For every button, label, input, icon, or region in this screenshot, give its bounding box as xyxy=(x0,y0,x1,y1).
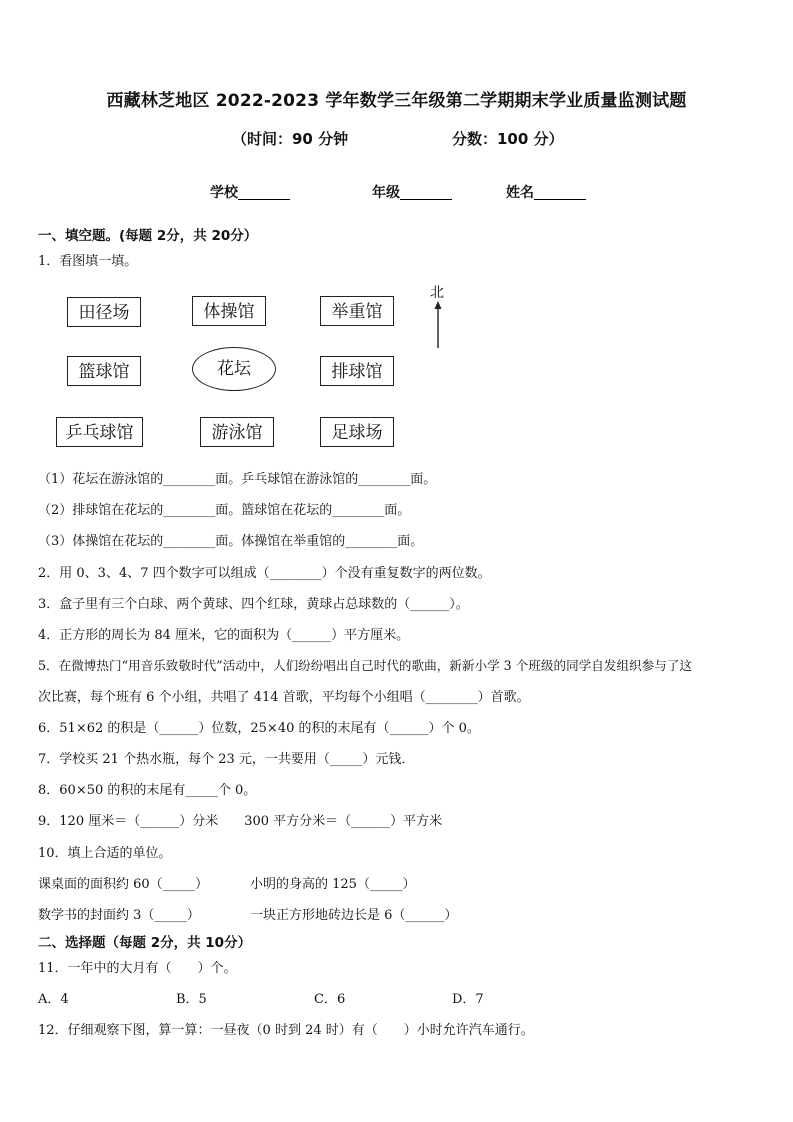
question-10b: 小明的身高的 125（_____） xyxy=(250,877,416,892)
question-5-line1: 5．在微博热门“用音乐致敬时代”活动中，人们纷纷唱出自己时代的歌曲，新新小学 3 个班级的同学自发组织参与了这 xyxy=(38,658,693,673)
north-label: 北 xyxy=(430,285,444,301)
question-10a: 课桌面的面积约 60（_____） xyxy=(38,877,209,892)
question-1: 1．看图填一填。 xyxy=(38,254,138,269)
question-10c: 数学书的封面约 3（_____） xyxy=(38,908,200,923)
question-6: 6．51×62 的积是（______）位数，25×40 的积的末尾有（______）个 0。 xyxy=(38,721,480,736)
option-b[interactable]: B．5 xyxy=(176,992,207,1007)
name-field xyxy=(506,182,586,202)
map-pingpang: 乒乓球馆 xyxy=(56,417,143,447)
grade-label: 年级 xyxy=(372,185,400,201)
name-label: 姓名 xyxy=(506,185,534,201)
school-blank[interactable] xyxy=(238,185,290,200)
question-2: 2．用 0、3、4、7 四个数字可以组成（________）个没有重复数字的两位数。 xyxy=(38,566,491,581)
map-youyong: 游泳馆 xyxy=(200,417,274,447)
exam-time: （时间：90 分钟 xyxy=(232,130,349,148)
question-4: 4．正方形的周长为 84 厘米，它的面积为（______）平方厘米。 xyxy=(38,628,410,643)
question-9: 9．120 厘米＝（______）分米 300 平方分米＝（______）平方米 xyxy=(38,814,443,829)
question-1-2: （2）排球馆在花坛的________面。篮球馆在花坛的________面。 xyxy=(38,503,411,518)
option-d[interactable]: D．7 xyxy=(452,992,484,1007)
question-11: 11．一年中的大月有（ ）个。 xyxy=(38,961,237,976)
exam-score: 分数：100 分） xyxy=(452,130,564,148)
question-1-3: （3）体操馆在花坛的________面。体操馆在举重馆的________面。 xyxy=(38,534,424,549)
map-juzhong: 举重馆 xyxy=(320,296,394,326)
option-c[interactable]: C．6 xyxy=(314,992,346,1007)
name-blank[interactable] xyxy=(534,185,586,200)
section1-heading: 一、填空题。(每题 2分，共 20分） xyxy=(38,228,258,244)
question-10: 10．填上合适的单位。 xyxy=(38,846,172,861)
grade-blank[interactable] xyxy=(400,185,452,200)
school-field xyxy=(210,182,290,202)
map-lanqiu: 篮球馆 xyxy=(67,356,141,386)
north-arrow-icon xyxy=(430,300,446,350)
question-1-1: （1）花坛在游泳馆的________面。乒乓球馆在游泳馆的________面。 xyxy=(38,472,437,487)
map-ticao: 体操馆 xyxy=(192,296,266,326)
option-a[interactable]: A．4 xyxy=(38,992,69,1007)
grade-field xyxy=(372,182,452,202)
question-10d: 一块正方形地砖边长是 6（______） xyxy=(250,908,458,923)
question-7: 7．学校买 21 个热水瓶，每个 23 元，一共要用（_____）元钱． xyxy=(38,752,415,767)
map-tianjing: 田径场 xyxy=(67,297,141,327)
map-zuqiu: 足球场 xyxy=(320,417,394,447)
question-12: 12．仔细观察下图，算一算：一昼夜（0 时到 24 时）有（ ）小时允许汽车通行。 xyxy=(38,1023,534,1038)
question-5-line2: 次比赛，每个班有 6 个小组，共唱了 414 首歌，平均每个小组唱（________）首歌。 xyxy=(38,690,530,705)
question-3: 3．盒子里有三个白球、两个黄球、四个红球，黄球占总球数的（______）。 xyxy=(38,597,469,612)
page-title: 西藏林芝地区 2022-2023 学年数学三年级第二学期期末学业质量监测试题 xyxy=(106,91,687,111)
school-label: 学校 xyxy=(210,185,238,201)
map-huatan: 花坛 xyxy=(192,347,276,391)
section2-heading: 二、选择题（每题 2分，共 10分） xyxy=(38,935,252,951)
map-paiqiu: 排球馆 xyxy=(320,356,394,386)
question-8: 8．60×50 的积的末尾有_____个 0。 xyxy=(38,783,257,798)
